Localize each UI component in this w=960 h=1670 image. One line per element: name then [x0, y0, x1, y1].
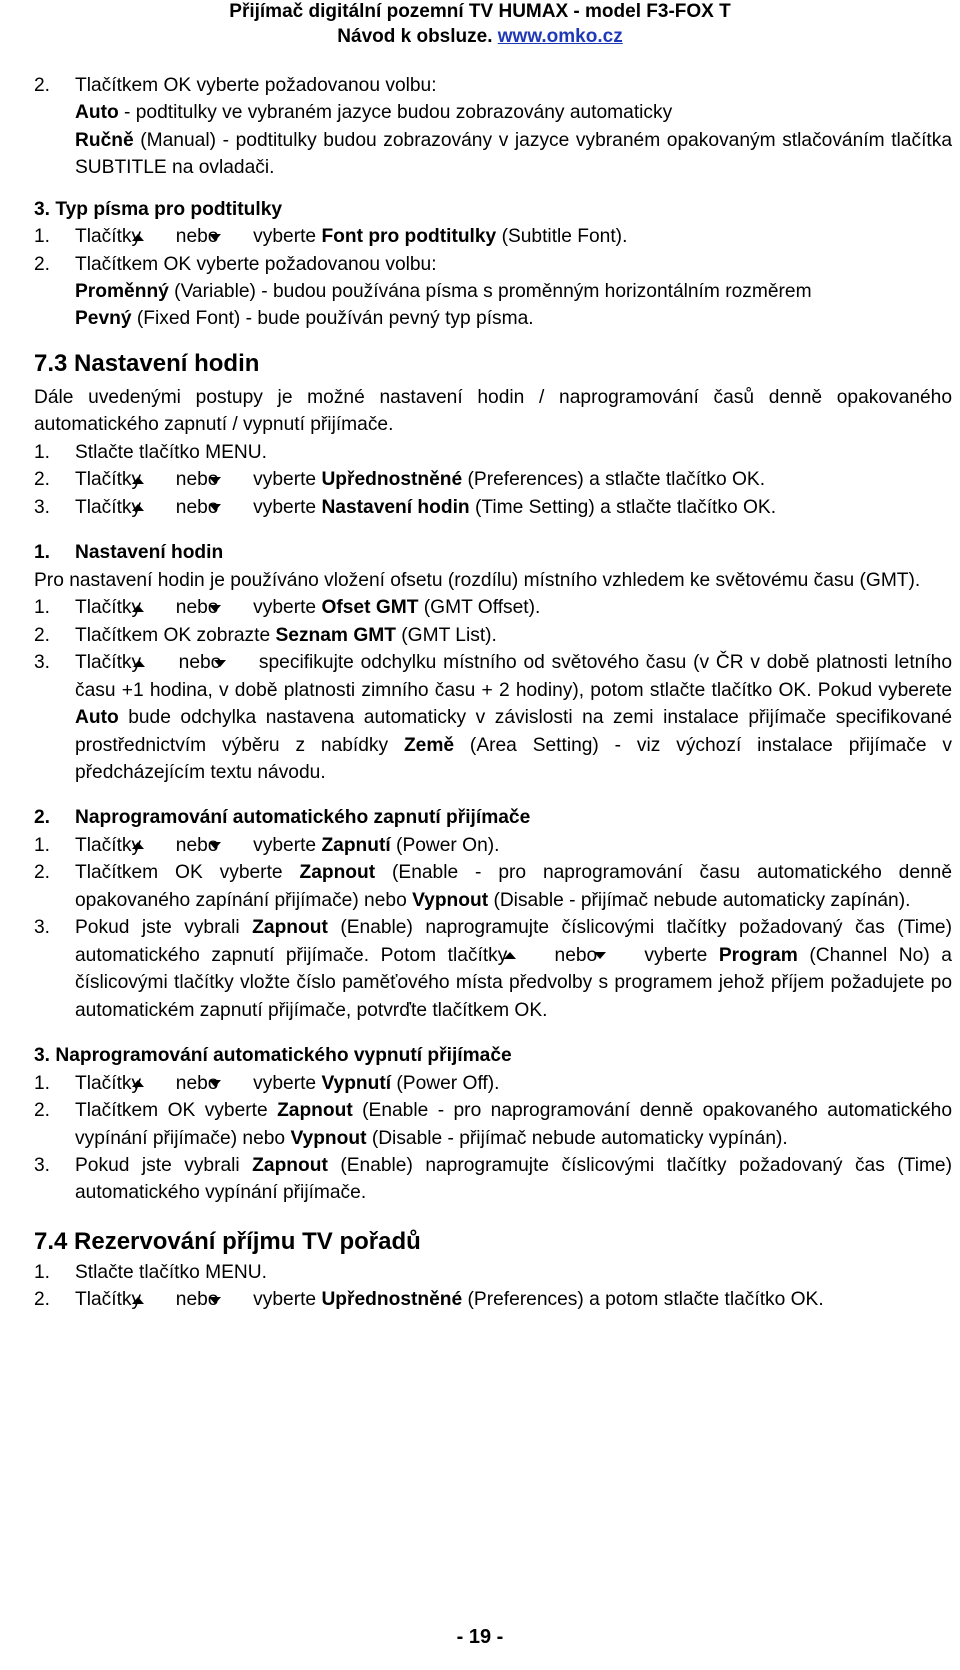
list-item: 3. Pokud jste vybrali Zapnout (Enable) naprogramujte číslicovými tlačítky požadovaný čas (Time) automatického vypínání přijímače.: [34, 1154, 952, 1204]
page-number: - 19 -: [456, 1626, 504, 1648]
section-heading: 1. Nastavení hodin: [34, 542, 224, 564]
header-prefix: Návod k obsluze.: [337, 26, 498, 47]
up-triangle-icon: [146, 594, 170, 621]
list-text: Tlačítkem OK vyberte požadovanou volbu:: [75, 75, 437, 96]
website-link[interactable]: www.omko.cz: [497, 26, 623, 47]
paragraph: Pro nastavení hodin je používáno vložení ofsetu (rozdílu) místního vzhledem ke světovému času (GMT).: [34, 569, 921, 591]
list-item: 2. Tlačítkem OK vyberte požadovanou volbu:: [34, 253, 437, 275]
down-triangle-icon: [224, 494, 248, 521]
list-item: 2. Tlačítkem OK vyberte Zapnout (Enable - pro naprogramování času automatického denně opakovaného zapínání přijímače) nebo Vypnout (Disable - přijímač nebude automaticky zapínán).: [34, 862, 953, 911]
section-heading: 3. Naprogramování automatického vypnutí přijímače: [34, 1045, 512, 1067]
up-triangle-icon: [146, 1286, 170, 1313]
section-title: 7.4 Rezervování příjmu TV pořadů: [34, 1227, 421, 1255]
list-item: 1. Stlačte tlačítko MENU.: [34, 441, 267, 463]
list-item: 3. Pokud jste vybrali Zapnout (Enable) naprogramujte číslicovými tlačítky požadovaný čas (Time) automatického zapnutí přijímače. Potom tlačítky nebo vyberte Program (Channel No) a číslicovými tlačítky vložte číslo paměťového místa předvolby s programem jehož příjem požadujete po automatickém zapnutí přijímače, potvrďte tlačítkem OK.: [34, 917, 952, 1021]
list-item: 3. Tlačítky nebo vyberte Nastavení hodin (Time Setting) a stlačte tlačítko OK.: [34, 494, 952, 522]
list-item: 2. Tlačítkem OK vyberte Zapnout (Enable - pro naprogramování denně opakovaného automatického vypínání přijímače) nebo Vypnout (Disable - přijímač nebude automaticky vypínán).: [34, 1100, 953, 1149]
up-triangle-icon: [146, 832, 170, 859]
list-item: [34, 99, 952, 126]
up-triangle-icon: [148, 649, 172, 676]
option-variable: Proměnný: [75, 281, 169, 303]
up-triangle-icon: [519, 942, 543, 969]
list-item: [34, 72, 952, 99]
up-triangle-icon: [146, 1070, 170, 1097]
option-text: - podtitulky ve vybraném jazyce budou zobrazovány automaticky: [118, 102, 673, 124]
list-item: 1. Tlačítky nebo vyberte Font pro podtitulky (Subtitle Font).: [34, 223, 952, 251]
list-item: 1. Tlačítky nebo vyberte Zapnutí (Power On).: [34, 832, 952, 860]
list-item: 3. Tlačítky nebo specifikujte odchylku místního od světového času (v ČR v době platnosti letního času +1 hodina, v době platnosti zimního času + 2 hodiny), potom stlačte tlačítko OK. Pokud vyberete Auto bude odchylka nastavena automaticky v závislosti na zemi instalace přijímače specifikované prostřednictvím výběru z nabídky Země (Area Setting) - viz výchozí instalace přijímače v předcházejícím textu návodu.: [34, 649, 952, 786]
down-triangle-icon: [224, 1286, 248, 1313]
option-manual: Ručně: [75, 129, 134, 151]
list-item: 1. Stlačte tlačítko MENU.: [34, 1261, 267, 1283]
section-heading: 3. Typ písma pro podtitulky: [34, 198, 283, 220]
list-item: 1. Tlačítky nebo vyberte Ofset GMT (GMT Offset).: [34, 594, 952, 622]
section-title: 7.3 Nastavení hodin: [34, 349, 260, 377]
list-item: Proměnný (Variable) - budou používána písma s proměnným horizontálním rozměrem: [75, 281, 812, 303]
down-triangle-icon: [224, 223, 248, 250]
down-triangle-icon: [609, 942, 633, 969]
down-triangle-icon: [224, 1070, 248, 1097]
header-title: Přijímač digitální pozemní TV HUMAX - model F3-FOX T: [229, 1, 731, 22]
up-triangle-icon: [146, 494, 170, 521]
list-number: 2.: [34, 75, 51, 96]
option-text: (Manual) - podtitulky budou zobrazovány v jazyce vybraném opakovaným stlačováním tlačítka SUBTITLE na ovladači.: [75, 129, 952, 179]
section-heading: 2. Naprogramování automatického zapnutí přijímače: [34, 807, 531, 829]
option-fixed: Pevný: [75, 308, 132, 330]
down-triangle-icon: [228, 649, 252, 676]
list-item: 2. Tlačítky nebo vyberte Upřednostněné (Preferences) a potom stlačte tlačítko OK.: [34, 1286, 952, 1314]
list-item: 2. Tlačítkem OK zobrazte Seznam GMT (GMT List).: [34, 624, 497, 646]
up-triangle-icon: [146, 466, 170, 493]
down-triangle-icon: [224, 832, 248, 859]
header-subtitle: [0, 25, 960, 49]
list-item: [34, 127, 952, 182]
down-triangle-icon: [224, 466, 248, 493]
page-content: [34, 72, 952, 1314]
list-item: 2. Tlačítky nebo vyberte Upřednostněné (Preferences) a stlačte tlačítko OK.: [34, 466, 952, 494]
list-item: Pevný (Fixed Font) - bude používán pevný typ písma.: [75, 308, 534, 330]
paragraph: Dále uvedenými postupy je možné nastavení hodin / naprogramování časů denně opakovaného automatického zapnutí / vypnutí přijímače.: [34, 386, 952, 436]
down-triangle-icon: [224, 594, 248, 621]
option-auto: Auto: [75, 102, 119, 124]
list-item: 1. Tlačítky nebo vyberte Vypnutí (Power Off).: [34, 1070, 952, 1098]
up-triangle-icon: [146, 223, 170, 250]
